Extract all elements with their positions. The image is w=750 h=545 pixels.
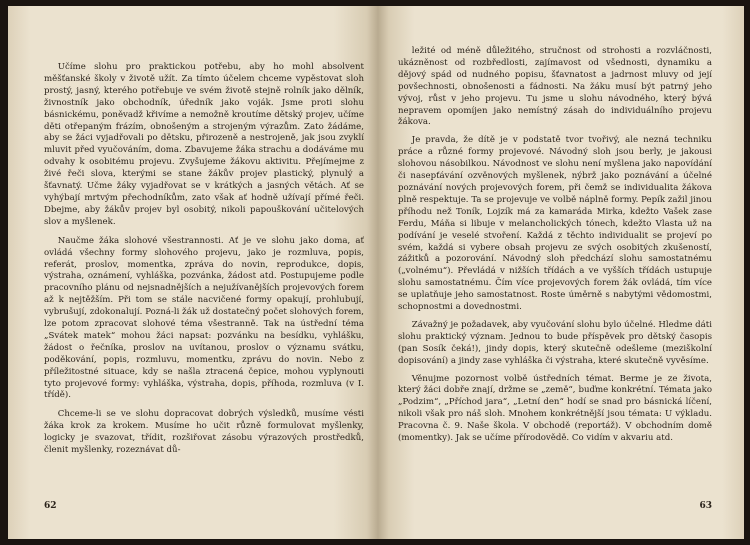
page-number: 63 (699, 501, 712, 511)
paragraph: Naučme žáka slohové všestrannosti. Ať je ve slohu jako doma, ať ovládá všechny formy slohového projevu, jako je rozmluva, popis, referát, proslov, momentka, zpráva do novin, reprodukce, dopis, výstraha, oznámení, vyhláška, pozvánka, žádost atd. Postupujeme podle pracovního plánu od nejsnadnějších a nejužívanějších projevových forem až k nejtěžším. Při tom se stále nacvičené formy opakují, prohlubují, vybrušují, zdokonalují. Pozná-li žák už dostatečný počet slohových forem, lze potom zpracovat slohové téma všestranně. Tak na ústřední téma „Svátek matek“ mohou žáci napsat: pozvánku na besídku, vyhlášku, žádost o řečníka, proslov na uvítanou, proslov o významu svátku, poděkování, popis, rozmluvu, momentku, zprávu do novin. Nebo z příležitostné situace, kdy se našla ztracená čepice, mohou vyplynouti tyto projevové formy: vyhláška, výstraha, dopis, příhoda, rozmluva (v I. třídě). (44, 235, 364, 401)
paragraph: Věnujme pozornost volbě ústředních témat. Berme je ze života, který žáci dobře znají, držme se „země“, buďme konkrétní. Témata jako „Podzim“, „Příchod jara“, „Letní den“ hodí se snad pro básnická líčení, nikoli však pro náš sloh. Mnohem konkrétnější jsou témata: U výkladu. Pracovna č. 9. Naše škola. V obchodě (reportáž). V obchodním domě (momentky). Jak se učíme přírodovědě. Co vidím v akvariu atd. (398, 373, 712, 444)
paragraph: ležité od méně důležitého, stručnost od strohosti a rozvláčnosti, ukázněnost od rozbředlosti, zajímavost od všednosti, dynamiku a dějový spád od nudného popisu, šťavnatost a jadrnost mluvy od její povšechnosti, obnošenosti a fádnosti. Na žáku musí být patrný jeho vývoj, růst v jeho projevu. Tu jsme u slohu návodného, který bývá nepravem opomíjen jako nemístný zásah do individuálního projevu žákova. (398, 46, 712, 128)
left-page-text (44, 62, 364, 457)
left-page (8, 6, 378, 539)
book-spread (8, 6, 744, 539)
paragraph: Je pravda, že dítě je v podstatě tvor tvořivý, ale nezná techniku práce a různé formy projevové. Návodný sloh jsou berly, je jakousi slohovou násobilkou. Návodnost ve slohu není myšlena jako napovídání či nasepťávání ozvěnových myšlenek, nýbrž jako poznávání a účelné poznávání nových projevových forem, při čemž se individualita žákova plně respektuje. Ta se projevuje ve volbě náplně formy. Pepík zažil jinou příhodu než Toník, Lojzík má za kamaráda Mirka, kdežto Vašek zase Ferdu, Máňa si libuje v melancholických tónech, kdežto Vlasta už na podívání je veselé stvoření. Každá z těchto individualit se projeví po svém, každá si vybere obsah projevu ze svých osobitých zkušeností, zážitků a pozorování. Návodný sloh předchází slohu samostatnému („volnému“). Převládá v nižších třídách a ve vyšších třídách ustupuje slohu samostatnému. Čím více projevových forem žák ovládá, tím více se uplatňuje jeho samostatnost. Roste úměrně s nabytými vědomostmi, schopnostmi a dovednostmi. (398, 135, 712, 313)
page-number: 62 (44, 501, 57, 511)
right-page (378, 6, 744, 539)
paragraph: Závažný je požadavek, aby vyučování slohu bylo účelné. Hledme dáti slohu praktický význam. Jednou to bude příspěvek pro dětský časopis (pan Sosík čeká!), jindy dopis, který skutečně odešleme (meziškolní dopisování) a jindy zase vyhláška či výstraha, které skutečně vyvěsíme. (398, 319, 712, 366)
paragraph: Učíme slohu pro praktickou potřebu, aby ho mohl absolvent měšťanské školy v životě užít. Za tímto účelem chceme vypěstovat sloh prostý, jasný, kterého potřebuje ve svém životě stejně rolník jako dělník, živnostník jako obchodník, úředník jako voják. Jsme proti slohu básnickému, poněvadž křivíme a nemožně kroutíme dětský projev, učíme děti otřepaným frázím, obnošeným a strojeným výrazům. Zato žádáme, aby se žáci vyjadřovali po dětsku, přirozeně a nestrojeně, jak jsou zvyklí mluvit před vyučováním, doma. Zbavujeme žáka strachu a dodáváme mu odvahy k osobitému projevu. Zvyšujeme žákovu aktivitu. Přejímejme z živé řeči slova, kterými se stane žákův projev plastický, plynulý a šťavnatý. Učme žáky vyjadřovat se v krátkých a jasných větách. Ať se vyhýbají mrtvým přechodníkům, zato však ať hodně užívají přímé řeči. Dbejme, aby žákův projev byl osobitý, nikoli papouškování učitelových slov a myšlenek. (44, 62, 364, 227)
right-page-text (398, 46, 712, 445)
paragraph: Chceme-li se ve slohu dopracovat dobrých výsledků, musíme vésti žáka krok za krokem. Musíme ho učit různě formulovat myšlenky, logicky je svazovat, třídit, rozšiřovat zásobu výrazových prostředků, členit myšlenky, rozeznávat dů- (44, 409, 364, 456)
